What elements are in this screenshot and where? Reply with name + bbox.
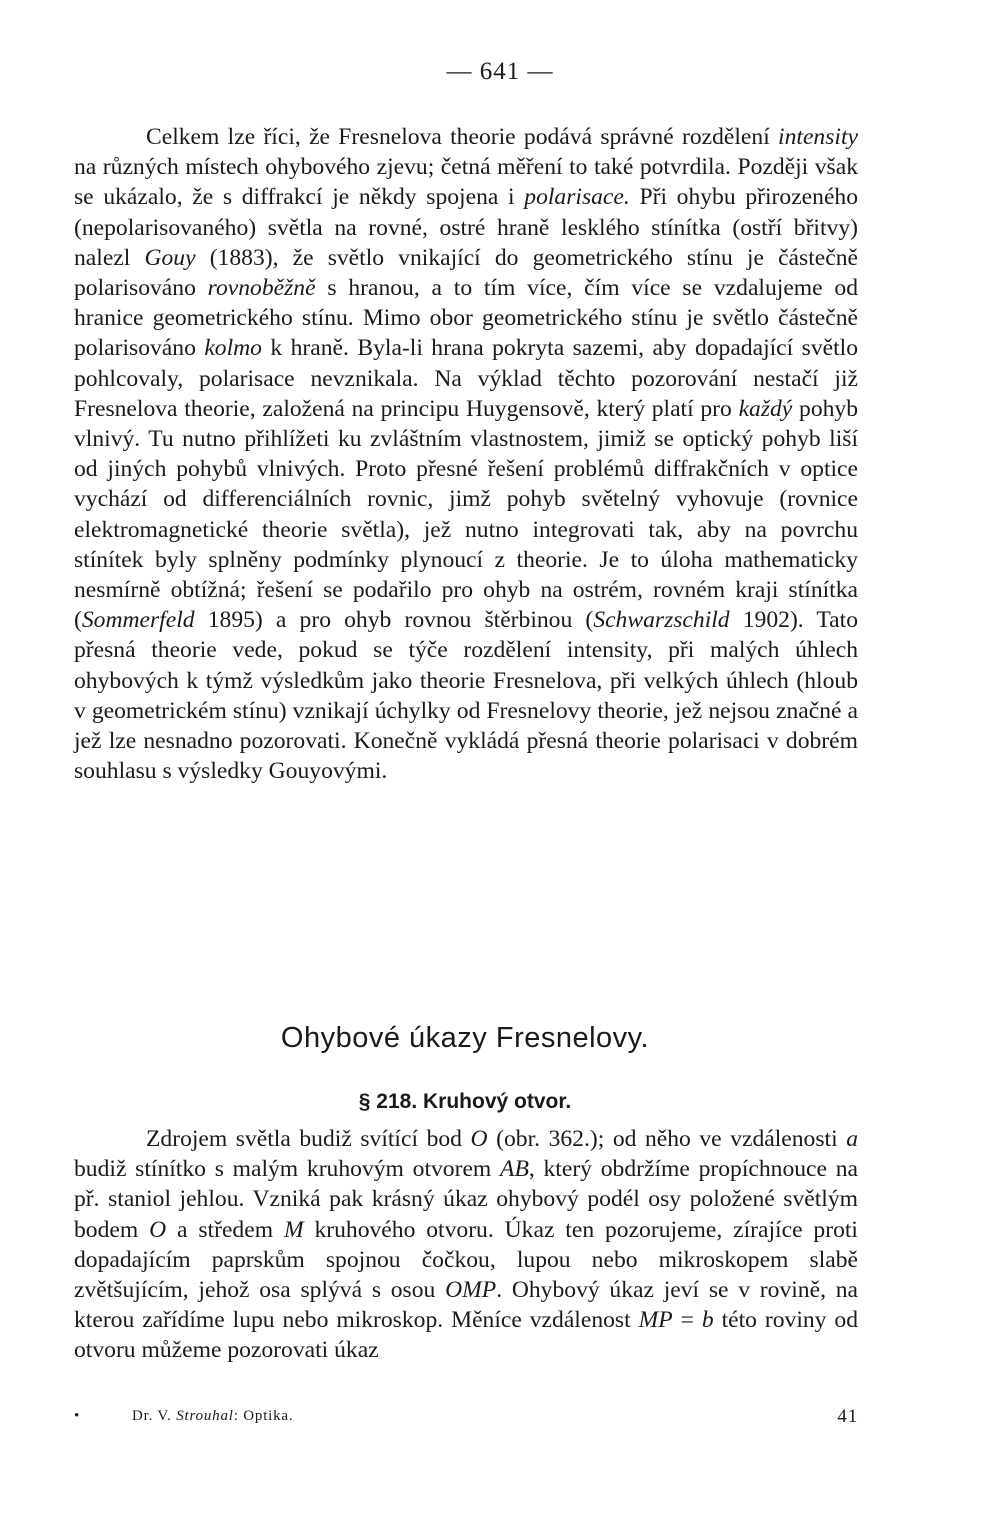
italic-term: AB xyxy=(500,1156,529,1183)
italic-term: každý xyxy=(738,395,793,422)
italic-term: Sommerfeld xyxy=(81,607,195,634)
italic-term: O xyxy=(149,1216,167,1243)
page-number: — 641 — xyxy=(446,58,554,85)
footer-author xyxy=(132,1408,293,1425)
footer-author-prefix: Dr. V. xyxy=(132,1408,177,1424)
footer-signature: 41 xyxy=(837,1406,858,1427)
italic-term: kolmo xyxy=(204,335,262,362)
text-run: . Ohybový úkaz jeví se v rovině, na kterou zařídíme lupu nebo mikroskop. Měníce vzdálenost xyxy=(74,1277,858,1334)
italic-term: b xyxy=(701,1307,714,1334)
text-run: pohyb vlnivý. Tu nutno přihlížeti ku zvláštním vlastnostem, jimiž se optický pohyb liší od jiných pohybů vlnivých. Proto přesné řešení problémů diffrakčních v optice vychází od differenciálních rovnic, jimž pohyb světelný vyhovuje (rovnice elektromagnetické theorie světla), jež nutno integrovati tak, aby na povrchu stínítek byly splněny podmínky plynoucí z theorie. Je to úloha mathematicky nesmírně obtížná; řešení se podařilo pro ohyb na ostrém, rovném kraji stínítka ( xyxy=(74,395,859,634)
text-run: k hraně. Byla-li hrana pokryta sazemi, aby dopadající světlo pohlcovaly, polarisace nevznikala. Na výklad těchto pozorování nestačí již Fresnelova theorie, založená na principu Huygensově, který platí pro xyxy=(74,335,858,422)
italic-term: OMP xyxy=(445,1277,497,1304)
text-run: na různých místech ohybového zjevu; četná měření to také potvrdila. Později však se ukázalo, že s diffrakcí je někdy spojena i xyxy=(74,154,858,211)
text-run: a středem xyxy=(166,1216,284,1243)
text-run: Celkem lze říci, že Fresnelova theorie podává správné rozdělení xyxy=(146,124,779,150)
text-run: = xyxy=(672,1307,702,1334)
text-run: Zdrojem světla budiž svítící bod xyxy=(146,1126,471,1152)
text-run: 1895) a pro ohyb rovnou štěrbinou ( xyxy=(194,607,594,634)
italic-term: rovnoběžně xyxy=(207,275,316,302)
section-heading: § 218. Kruhový otvor. xyxy=(358,1090,572,1113)
italic-term: O xyxy=(470,1126,488,1152)
text-run: budiž stínítko s malým kruhovým otvorem xyxy=(74,1156,501,1183)
footer-mark: • xyxy=(74,1408,81,1424)
footer-author-name: Strouhal xyxy=(176,1408,234,1424)
italic-term: Gouy xyxy=(144,244,196,271)
text-run: této roviny od otvoru můžeme pozorovati úkaz xyxy=(74,1307,858,1364)
footer-author-suffix: : Optika. xyxy=(233,1408,294,1424)
italic-term: MP xyxy=(638,1307,673,1334)
text-run: , který obdržíme propíchnouce na př. staniol jehlou. Vzniká pak krásný úkaz ohybový podél osy položené světlým bodem xyxy=(74,1156,858,1243)
text-run: kruhového otvoru. Úkaz ten pozorujeme, zírajíce proti dopadajícím paprskům spojnou čočkou, lupou nebo mikroskopem slabě zvětšujícím, jehož osa splývá s osou xyxy=(74,1216,858,1304)
paragraph-intro xyxy=(74,122,858,786)
text-run: (obr. 362.); od něho ve vzdálenosti xyxy=(487,1126,847,1152)
italic-term: M xyxy=(283,1216,304,1243)
italic-term: a xyxy=(846,1126,858,1152)
text-run: s hranou, a to tím více, čím více se vzdalujeme od hranice geometrického stínu. Mimo obor geometrického stínu je světlo částečně polarisováno xyxy=(74,275,858,362)
text-run: Při ohybu přirozeného (nepolarisovaného) světla na rovné, ostré hraně lesklého stínítka (ostří břitvy) nalezl xyxy=(74,184,859,271)
text-run: (1883), že světlo vnikající do geometrického stínu je částečně polarisováno xyxy=(74,244,858,302)
italic-term: polarisace. xyxy=(524,184,630,211)
paragraph-circular-aperture xyxy=(74,1124,858,1366)
italic-term: intensity xyxy=(778,124,858,150)
section-title: Ohybové úkazy Fresnelovy. xyxy=(280,1022,650,1055)
text-run: 1902). Tato přesná theorie vede, pokud se týče rozdělení intensity, při malých úhlech ohybových k týmž výsledkům jako theorie Fresnelova, při velkých úhlech (hloub v geometrickém stínu) vznikají úchylky od Fresnelovy theorie, jež nejsou značné a jež lze nesnadno pozorovati. Konečně vykládá přesná theorie polarisaci v dobrém souhlasu s výsledky Gouyovými. xyxy=(74,607,859,785)
italic-term: Schwarzschild xyxy=(593,607,730,634)
